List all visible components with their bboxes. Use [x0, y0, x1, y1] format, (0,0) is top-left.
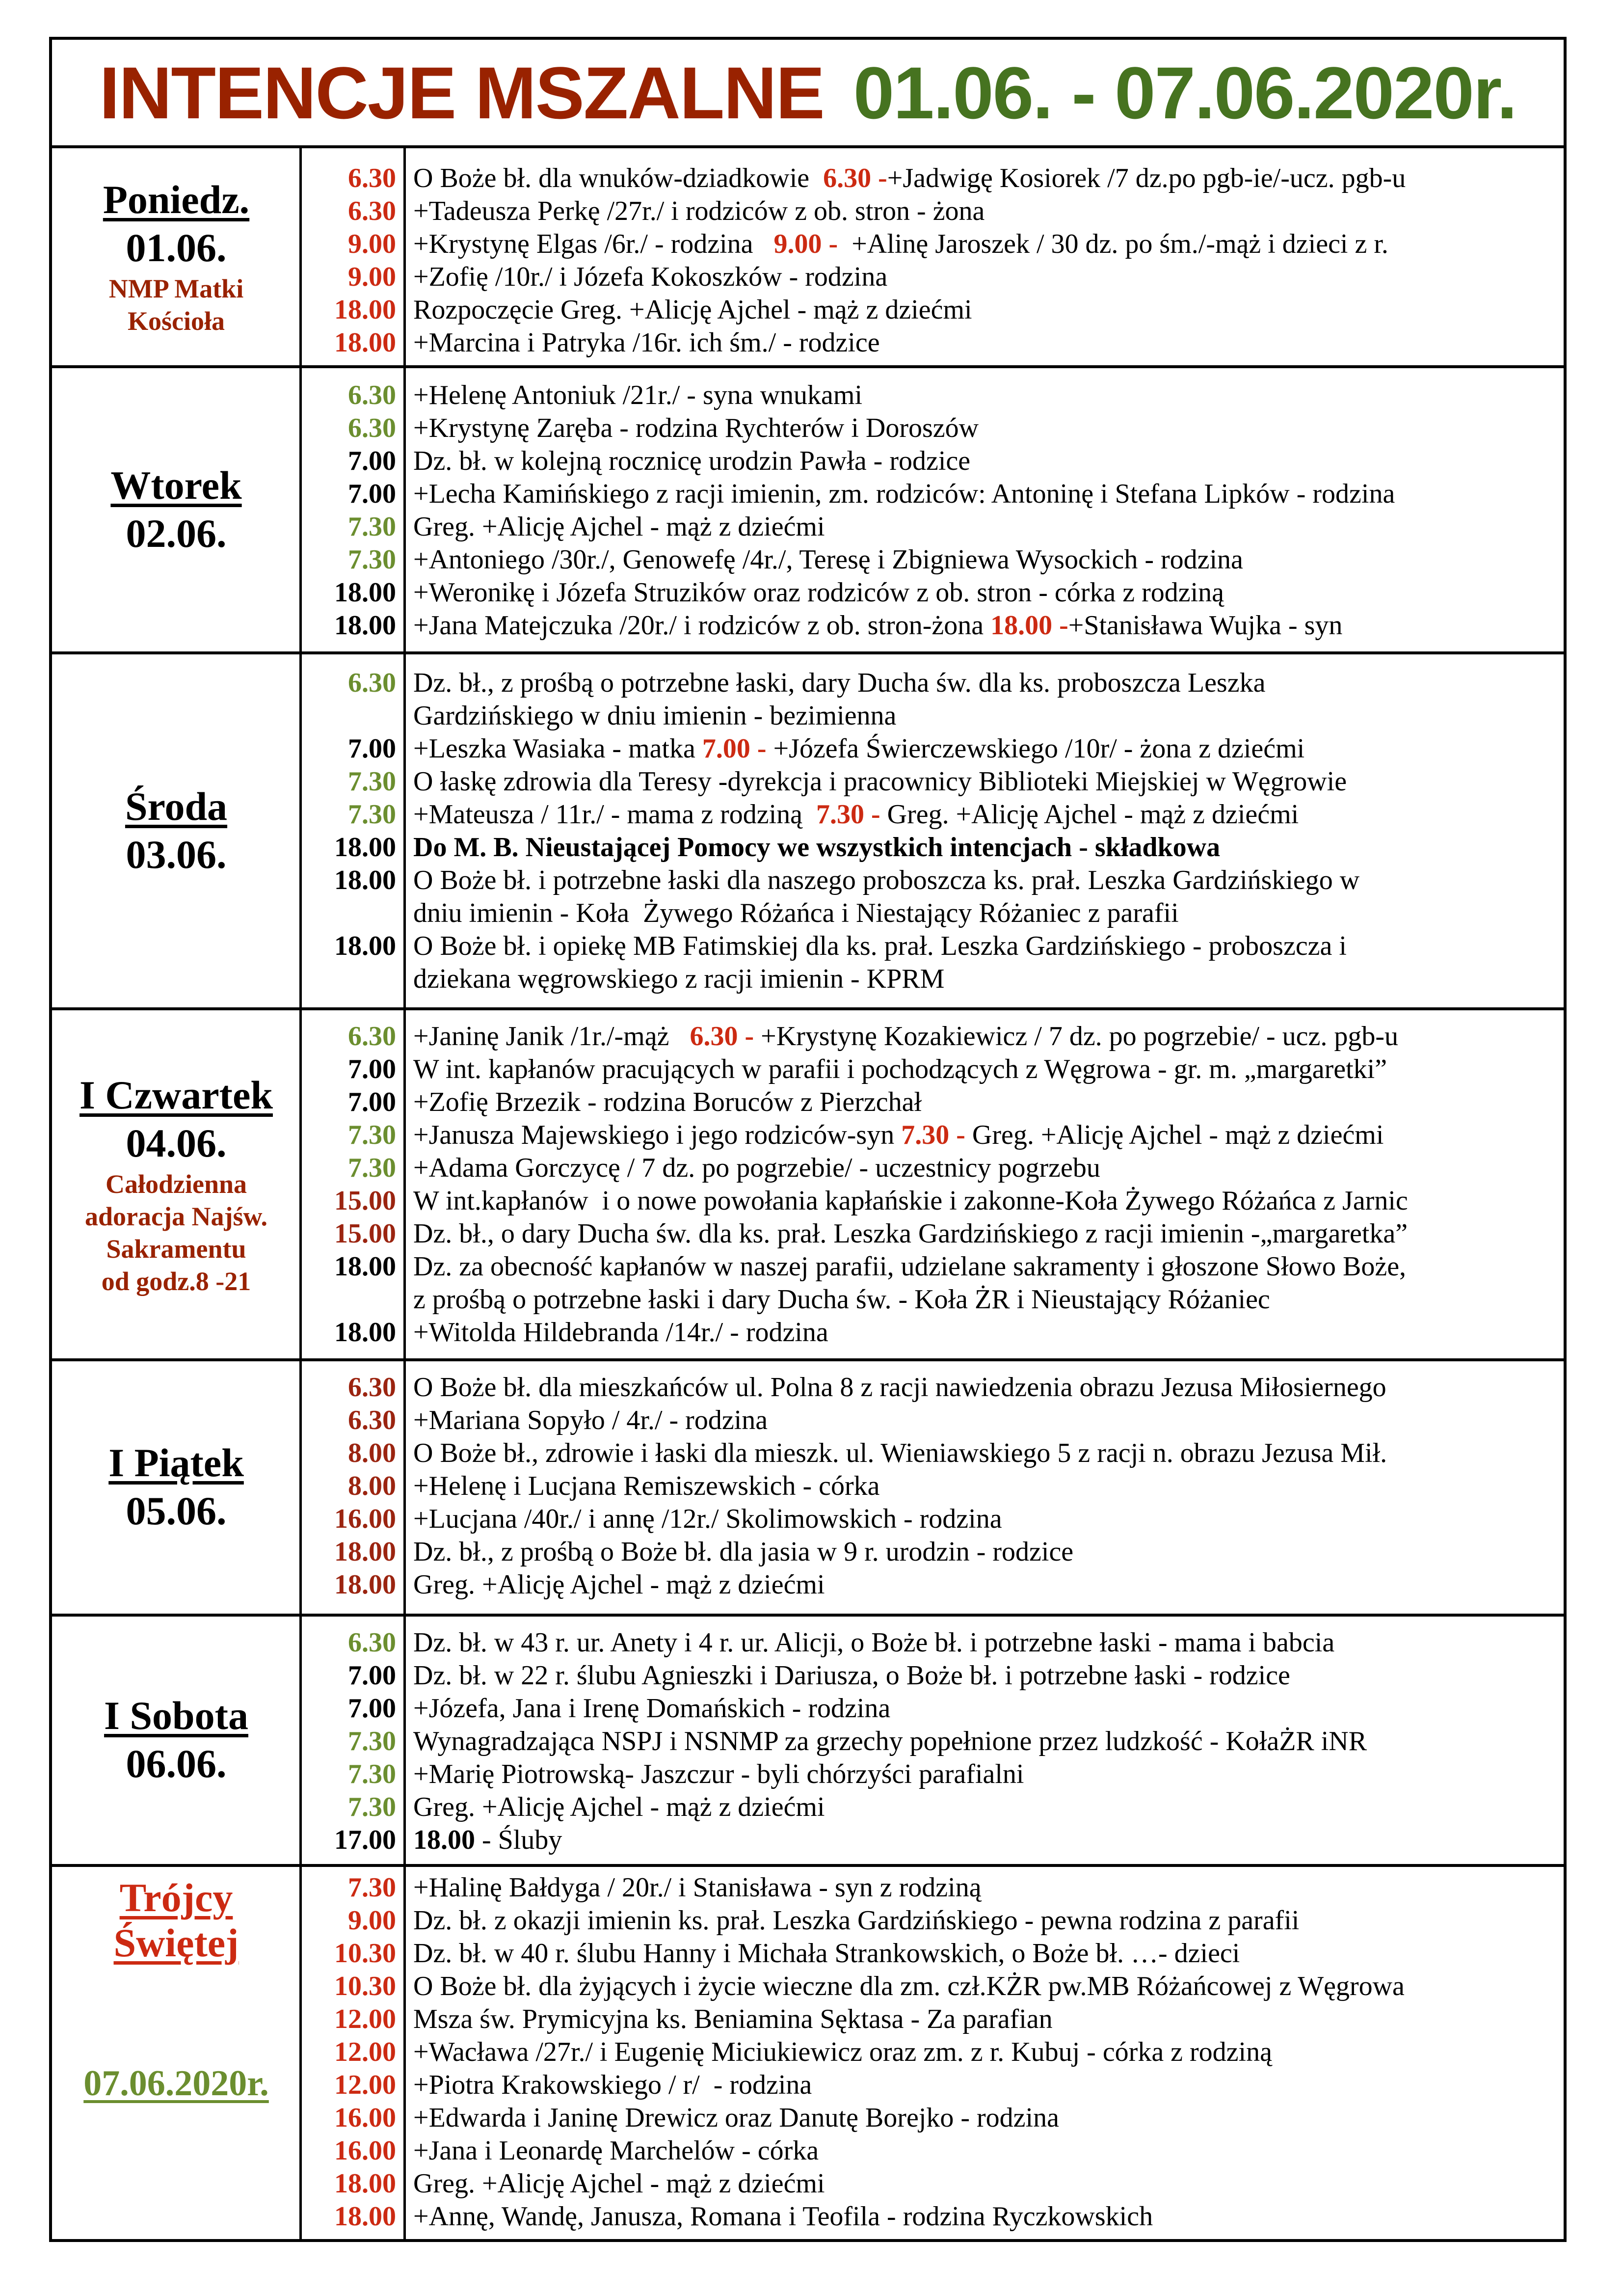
mass-time: 7.30: [348, 1792, 396, 1822]
intention-text: +Witolda Hildebranda /14r./ - rodzina: [413, 1317, 828, 1348]
intention-text: Do M. B. Nieustającej Pomocy we wszystkich intencjach - składkowa: [413, 832, 1221, 863]
intention-line: [413, 963, 1562, 996]
intention-line: [413, 1503, 1562, 1536]
intention-text: O łaskę zdrowia dla Teresy -dyrekcja i pracownicy Biblioteki Miejskiej w Węgrowie: [413, 766, 1347, 797]
intention-line: [413, 228, 1562, 261]
mass-time: 9.00: [348, 262, 396, 292]
mass-time: 9.00: [348, 229, 396, 259]
intention-text: Greg. +Alicję Ajchel - mąż z dziećmi: [880, 799, 1299, 830]
intention-line: [413, 732, 1562, 765]
day-date: 05.06.: [126, 1488, 227, 1533]
intention-text: Dz. bł. w 43 r. ur. Anety i 4 r. ur. Alicji, o Boże bł. i potrzebne łaski - mama i babcia: [413, 1627, 1335, 1658]
mass-time: 7.00: [348, 733, 396, 764]
intention-text: +Piotra Krakowskiego / r/ - rodzina: [413, 2070, 812, 2100]
intention-text: Greg. +Alicję Ajchel - mąż z dziećmi: [965, 1120, 1384, 1150]
intention-text: Rozpoczęcie Greg. +Alicję Ajchel - mąż z dziećmi: [413, 295, 972, 325]
intention-line: [413, 765, 1562, 798]
intention-line: [413, 1536, 1562, 1568]
mass-time: 12.00: [334, 2070, 396, 2100]
time-column: [303, 162, 396, 359]
intention-text: O Boże bł., zdrowie i łaski dla mieszk. ul. Wieniawskiego 5 z racji n. obrazu Jezusa Mił.: [413, 1438, 1387, 1468]
mass-time: 12.00: [334, 2037, 396, 2067]
day-name: Poniedz.: [103, 177, 250, 222]
day-note: Sakramentu: [106, 1234, 246, 1264]
intention-line: [413, 2134, 1562, 2167]
mass-time: 6.30: [348, 668, 396, 698]
day-note: Całodzienna: [105, 1169, 247, 1199]
mass-time: 15.00: [334, 1186, 396, 1216]
intention-line: [413, 261, 1562, 294]
mass-time: 6.30: [348, 380, 396, 410]
intention-text: Dz. bł. w kolejną rocznicę urodzin Pawła - rodzice: [413, 446, 971, 476]
intention-text: 18.00: [413, 1825, 475, 1855]
intention-line: [413, 1568, 1562, 1601]
intention-text: +Jana i Leonardę Marchelów - córka: [413, 2135, 819, 2166]
intention-line: [413, 1824, 1562, 1857]
intention-line: [413, 2069, 1562, 2102]
intention-text: +Antoniego /30r./, Genowefę /4r./, Teresę i Zbigniewa Wysockich - rodzina: [413, 544, 1243, 575]
mass-time: 18.00: [334, 832, 396, 863]
mass-time: 6.30: [348, 413, 396, 443]
intention-text: dniu imienin - Koła Żywego Różańca i Niestający Różaniec z parafii: [413, 898, 1179, 928]
mass-time: 7.00: [348, 1660, 396, 1691]
intention-line: [413, 2003, 1562, 2036]
mass-time: 12.00: [334, 2004, 396, 2034]
intention-line: [413, 511, 1562, 543]
intention-line: [413, 576, 1562, 609]
intention-text: +Leszka Wasiaka - matka: [413, 733, 702, 764]
intention-text: Dz. bł. w 22 r. ślubu Agnieszki i Dariusza, o Boże bł. i potrzebne łaski - rodzice: [413, 1660, 1290, 1691]
intention-column: [413, 379, 1562, 642]
mass-time: 10.30: [334, 1938, 396, 1969]
intention-text: +Wacława /27r./ i Eugenię Miciukiewicz oraz zm. z r. Kubuj - córka z rodziną: [413, 2037, 1272, 2067]
intention-text: Dz. za obecność kapłanów w naszej parafii, udzielane sakramenty i głoszone Słowo Boże,: [413, 1251, 1407, 1282]
intention-text: +Marię Piotrowską- Jaszczur - byli chórzyści parafialni: [413, 1759, 1024, 1789]
intention-column: [413, 1371, 1562, 1601]
day-name-line-2: Świętej: [113, 1920, 239, 1965]
day-note: NMP Matki: [108, 274, 244, 303]
mass-time: 8.00: [348, 1471, 396, 1501]
intention-line: [413, 1626, 1562, 1659]
intention-line: [413, 864, 1562, 897]
intention-column: [413, 1871, 1562, 2233]
mass-time: 7.00: [348, 1087, 396, 1117]
intention-column: [413, 667, 1562, 996]
mass-time: 18.00: [334, 295, 396, 325]
day-cell: [52, 147, 300, 367]
intention-column: [413, 162, 1562, 359]
intention-text: +Lecha Kamińskiego z racji imienin, zm. rodziców: Antoninę i Stefana Lipków - rodzina: [413, 479, 1395, 509]
intention-line: [413, 1119, 1562, 1152]
intention-text: +Józefa, Jana i Irenę Domańskich - rodzina: [413, 1693, 891, 1724]
mass-time: 18.00: [334, 610, 396, 641]
intention-line: [413, 667, 1562, 700]
mass-time: 7.30: [348, 1153, 396, 1183]
intention-line: [413, 1053, 1562, 1086]
day-name: Środa: [125, 783, 228, 829]
mass-time: [303, 897, 396, 930]
time-column-divider: [403, 147, 406, 2239]
mass-time: 7.00: [348, 1693, 396, 1724]
intention-line: [413, 1437, 1562, 1470]
intention-column: [413, 1020, 1562, 1349]
intention-text: +Janinę Janik /1r./-mąż: [413, 1021, 690, 1052]
intention-line: [413, 2200, 1562, 2233]
day-date: 01.06.: [126, 225, 227, 270]
mass-time: 6.30: [348, 1372, 396, 1403]
intention-line: [413, 1152, 1562, 1185]
mass-time: 15.00: [334, 1218, 396, 1249]
mass-time: 18.00: [334, 1251, 396, 1282]
intention-text: +Mateusza / 11r./ - mama z rodziną: [413, 799, 816, 830]
day-cell: [52, 653, 300, 1009]
time-column: [303, 379, 396, 642]
intention-text: +Tadeusza Perkę /27r./ i rodziców z ob. stron - żona: [413, 196, 985, 226]
intention-line: [413, 543, 1562, 576]
day-date: 07.06.2020r.: [83, 2063, 269, 2104]
mass-time: 6.30: [348, 196, 396, 226]
intention-text: +Zofię Brzezik - rodzina Boruców z Pierzchał: [413, 1087, 922, 1117]
time-column: [303, 1371, 396, 1601]
title-date-range: 01.06. - 07.06.2020r.: [853, 51, 1517, 134]
intention-text: +Halinę Bałdyga / 20r./ i Stanisława - syn z rodziną: [413, 1872, 982, 1903]
intention-text: Greg. +Alicję Ajchel - mąż z dziećmi: [413, 512, 825, 542]
intention-line: [413, 379, 1562, 412]
intention-text: +Helenę i Lucjana Remiszewskich - córka: [413, 1471, 880, 1501]
mass-time: 18.00: [334, 1537, 396, 1567]
inline-mass-time: 7.30 -: [816, 799, 880, 830]
mass-time: 16.00: [334, 2103, 396, 2133]
intention-line: [413, 1904, 1562, 1937]
day-note: od godz.8 -21: [101, 1266, 251, 1296]
intention-line: [413, 930, 1562, 963]
intention-text: +Edwarda i Janinę Drewicz oraz Danutę Borejko - rodzina: [413, 2103, 1059, 2133]
day-name: Trójcy: [119, 1875, 233, 1920]
intention-text: W int. kapłanów pracujących w parafii i pochodzących z Węgrowa - gr. m. „margaretki”: [413, 1054, 1387, 1084]
mass-time: 18.00: [334, 327, 396, 358]
mass-time: 7.30: [348, 799, 396, 830]
intention-line: [413, 1725, 1562, 1758]
intention-text: Dz. bł., z prośbą o Boże bł. dla jasia w 9 r. urodzin - rodzice: [413, 1537, 1074, 1567]
intention-line: [413, 1659, 1562, 1692]
intention-text: +Lucjana /40r./ i annę /12r./ Skolimowskich - rodzina: [413, 1504, 1002, 1534]
time-column: [303, 1871, 396, 2233]
mass-time: 18.00: [334, 931, 396, 961]
intention-line: [413, 1217, 1562, 1250]
intention-text: O Boże bł. dla mieszkańców ul. Polna 8 z racji nawiedzenia obrazu Jezusa Miłosiernego: [413, 1372, 1386, 1403]
mass-time: 7.00: [348, 1054, 396, 1084]
intention-text: O Boże bł. dla żyjących i życie wieczne dla zm. czł.KŻR pw.MB Różańcowej z Węgrowa: [413, 1971, 1405, 2001]
intention-line: [413, 2102, 1562, 2134]
intention-line: [413, 897, 1562, 930]
mass-time: 7.30: [348, 1726, 396, 1756]
intention-text: Gardzińskiego w dniu imienin - bezimienna: [413, 701, 897, 731]
intention-text: +Annę, Wandę, Janusza, Romana i Teofila - rodzina Ryczkowskich: [413, 2201, 1153, 2232]
inline-mass-time: 7.30 -: [901, 1120, 965, 1150]
day-note: Kościoła: [128, 306, 225, 336]
intention-text: +Krystynę Kozakiewicz / 7 dz. po pogrzebie/ - ucz. pgb-u: [754, 1021, 1399, 1052]
day-cell: [52, 367, 300, 653]
time-column: [303, 1626, 396, 1857]
day-cell: [52, 1360, 300, 1615]
mass-time: 18.00: [334, 1569, 396, 1600]
day-name: Wtorek: [110, 462, 242, 508]
intention-text: dziekana węgrowskiego z racji imienin - KPRM: [413, 964, 945, 994]
mass-time: 7.30: [348, 512, 396, 542]
inline-mass-time: 9.00 -: [773, 229, 838, 259]
mass-time: 10.30: [334, 1971, 396, 2001]
intention-line: [413, 1283, 1562, 1316]
mass-time: 8.00: [348, 1438, 396, 1468]
day-name: I Piątek: [108, 1440, 244, 1485]
inline-mass-time: 6.30 -: [823, 163, 887, 193]
intention-line: [413, 195, 1562, 228]
intention-text: +Helenę Antoniuk /21r./ - syna wnukami: [413, 380, 863, 410]
intention-line: [413, 609, 1562, 642]
intention-text: Dz. bł. z okazji imienin ks. prał. Leszka Gardzińskiego - pewna rodzina z parafii: [413, 1905, 1300, 1936]
intention-line: [413, 1937, 1562, 1970]
intention-line: [413, 1371, 1562, 1404]
mass-time: [303, 700, 396, 732]
mass-time: 18.00: [334, 2168, 396, 2199]
intention-line: [413, 445, 1562, 478]
intention-text: +Alinę Jaroszek / 30 dz. po śm./-mąż i dzieci z r.: [838, 229, 1388, 259]
intention-text: Dz. bł., z prośbą o potrzebne łaski, dary Ducha św. dla ks. proboszcza Leszka: [413, 668, 1266, 698]
inline-mass-time: 18.00 -: [990, 610, 1068, 641]
intention-line: [413, 1185, 1562, 1217]
mass-time: 7.00: [348, 479, 396, 509]
mass-time: 16.00: [334, 1504, 396, 1534]
intention-line: [413, 2167, 1562, 2200]
intention-text: - Śluby: [475, 1825, 562, 1855]
intention-text: +Adama Gorczycę / 7 dz. po pogrzebie/ - uczestnicy pogrzebu: [413, 1153, 1100, 1183]
day-cell: [52, 1615, 300, 1865]
intention-line: [413, 1316, 1562, 1349]
mass-time: 6.30: [348, 1627, 396, 1658]
mass-time: [303, 1283, 396, 1316]
inline-mass-time: 6.30 -: [690, 1021, 754, 1052]
intention-text: +Józefa Świerczewskiego /10r/ - żona z dziećmi: [766, 733, 1305, 764]
mass-time: 7.00: [348, 446, 396, 476]
mass-time: 7.30: [348, 766, 396, 797]
time-column: [303, 667, 396, 996]
intention-text: Dz. bł. w 40 r. ślubu Hanny i Michała Strankowskich, o Boże bł. …- dzieci: [413, 1938, 1240, 1969]
intention-line: [413, 162, 1562, 195]
intention-text: Greg. +Alicję Ajchel - mąż z dziećmi: [413, 2168, 825, 2199]
intention-text: O Boże bł. i opiekę MB Fatimskiej dla ks. prał. Leszka Gardzińskiego - proboszcza i: [413, 931, 1347, 961]
intention-line: [413, 1404, 1562, 1437]
mass-time: 6.30: [348, 1405, 396, 1435]
intention-line: [413, 1470, 1562, 1503]
mass-time: 7.30: [348, 1872, 396, 1903]
intention-text: Wynagradzająca NSPJ i NSNMP za grzechy popełnione przez ludzkość - KołaŻR iNR: [413, 1726, 1367, 1756]
mass-time: 7.30: [348, 1759, 396, 1789]
intention-line: [413, 2036, 1562, 2069]
intention-line: [413, 326, 1562, 359]
intention-line: [413, 1871, 1562, 1904]
intention-line: [413, 831, 1562, 864]
mass-time: 7.30: [348, 1120, 396, 1150]
intention-text: +Krystynę Zaręba - rodzina Rychterów i Doroszów: [413, 413, 979, 443]
mass-time: 17.00: [334, 1825, 396, 1855]
day-date: 06.06.: [126, 1741, 227, 1786]
intention-text: +Jadwigę Kosiorek /7 dz.po pgb-ie/-ucz. pgb-u: [887, 163, 1406, 193]
intention-text: O Boże bł. dla wnuków-dziadkowie: [413, 163, 824, 193]
intention-text: Greg. +Alicję Ajchel - mąż z dziećmi: [413, 1569, 825, 1600]
mass-time: 7.30: [348, 544, 396, 575]
intention-text: Greg. +Alicję Ajchel - mąż z dziećmi: [413, 1792, 825, 1822]
mass-time: 18.00: [334, 577, 396, 608]
intention-column: [413, 1626, 1562, 1857]
intention-text: +Jana Matejczuka /20r./ i rodziców z ob. stron-żona: [413, 610, 991, 641]
day-cell: [52, 1865, 300, 2239]
mass-time: 18.00: [334, 2201, 396, 2232]
intention-text: +Janusza Majewskiego i jego rodziców-syn: [413, 1120, 902, 1150]
intention-text: +Zofię /10r./ i Józefa Kokoszków - rodzina: [413, 262, 888, 292]
day-name: I Sobota: [104, 1693, 248, 1738]
mass-time: 6.30: [348, 163, 396, 193]
day-date: 02.06.: [126, 511, 227, 556]
page-title: [52, 40, 1564, 146]
intention-text: +Krystynę Elgas /6r./ - rodzina: [413, 229, 774, 259]
time-column: [303, 1020, 396, 1349]
intention-text: +Stanisława Wujka - syn: [1068, 610, 1343, 641]
intention-line: [413, 1020, 1562, 1053]
mass-time: 18.00: [334, 1317, 396, 1348]
intention-text: Msza św. Prymicyjna ks. Beniamina Sęktasa - Za parafian: [413, 2004, 1053, 2034]
mass-time: 18.00: [334, 865, 396, 895]
day-cell: [52, 1009, 300, 1360]
intention-line: [413, 1692, 1562, 1725]
intention-line: [413, 294, 1562, 326]
day-note: adoracja Najśw.: [85, 1201, 267, 1231]
intention-text: Dz. bł., o dary Ducha św. dla ks. prał. Leszka Gardzińskiego z racji imienin -„margaretka”: [413, 1218, 1408, 1249]
intention-text: W int.kapłanów i o nowe powołania kapłańskie i zakonne-Koła Żywego Różańca z Jarnic: [413, 1186, 1408, 1216]
mass-time: [303, 963, 396, 996]
intention-line: [413, 412, 1562, 445]
day-name: I Czwartek: [80, 1072, 273, 1117]
intention-text: +Mariana Sopyło / 4r./ - rodzina: [413, 1405, 768, 1435]
day-date: 04.06.: [126, 1120, 227, 1165]
intention-line: [413, 1970, 1562, 2003]
intention-line: [413, 700, 1562, 732]
intention-line: [413, 798, 1562, 831]
mass-time: 16.00: [334, 2135, 396, 2166]
intention-line: [413, 1758, 1562, 1791]
inline-mass-time: 7.00 -: [702, 733, 767, 764]
intention-line: [413, 1791, 1562, 1824]
intention-line: [413, 478, 1562, 511]
intention-line: [413, 1086, 1562, 1119]
day-date: 03.06.: [126, 832, 227, 877]
mass-time: 6.30: [348, 1021, 396, 1052]
title-text: INTENCJE MSZALNE: [99, 51, 824, 134]
intention-line: [413, 1250, 1562, 1283]
intention-text: +Weronikę i Józefa Struzików oraz rodziców z ob. stron - córka z rodziną: [413, 577, 1224, 608]
intention-text: O Boże bł. i potrzebne łaski dla naszego proboszcza ks. prał. Leszka Gardzińskiego w: [413, 865, 1360, 895]
intention-text: z prośbą o potrzebne łaski i dary Ducha św. - Koła ŻR i Nieustający Różaniec: [413, 1284, 1270, 1315]
mass-time: 9.00: [348, 1905, 396, 1936]
intention-text: +Marcina i Patryka /16r. ich śm./ - rodzice: [413, 327, 880, 358]
